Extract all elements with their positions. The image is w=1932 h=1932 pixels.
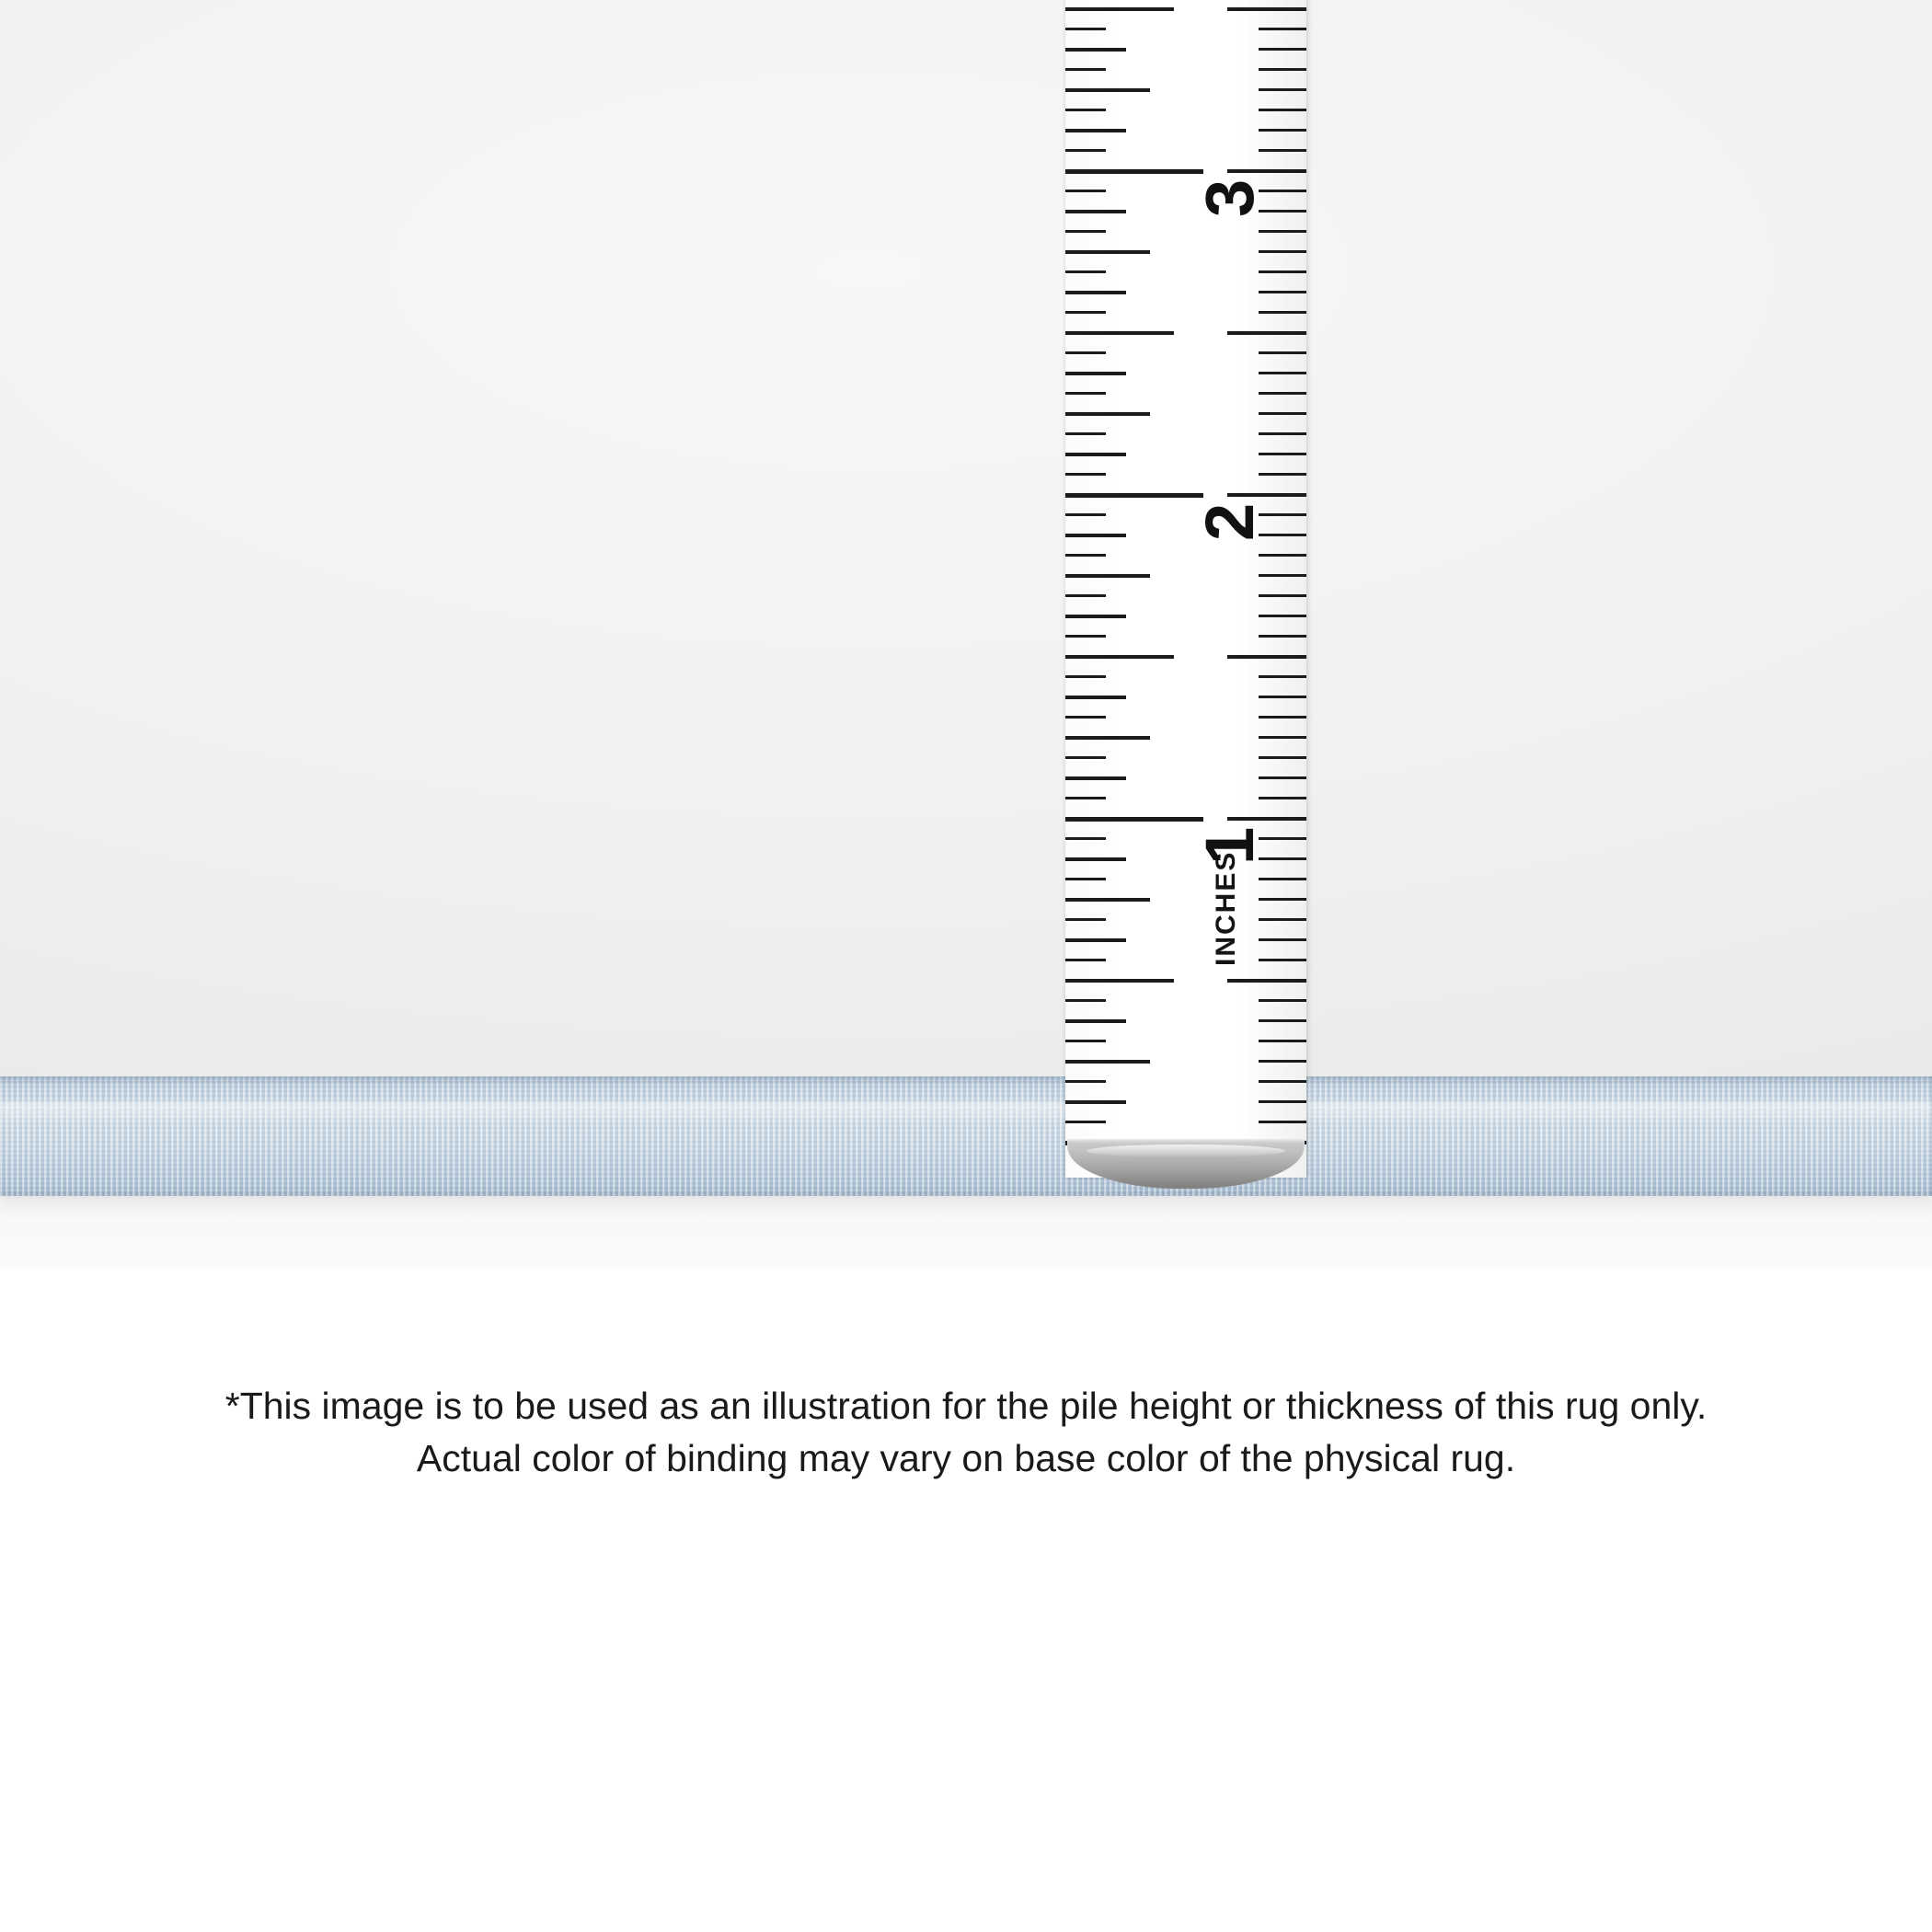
ruler-tick-right — [1259, 918, 1306, 921]
ruler-tick-right — [1259, 432, 1306, 435]
ruler-number-label: 2 — [1191, 503, 1268, 541]
ruler-tick — [1065, 716, 1106, 719]
ruler-tick — [1065, 1080, 1106, 1083]
ruler-tick-right — [1259, 109, 1306, 111]
ruler-tick-right — [1259, 1080, 1306, 1083]
ruler-tick-right — [1259, 959, 1306, 961]
ruler-tick-right — [1259, 250, 1306, 253]
ruler-tick — [1065, 129, 1126, 132]
ruler-tick — [1065, 635, 1106, 638]
ruler-tick-right — [1259, 797, 1306, 799]
ruler-tick — [1065, 169, 1203, 174]
ruler-tick — [1065, 918, 1106, 921]
ruler-tick — [1065, 776, 1126, 780]
ruler-tick-right — [1259, 696, 1306, 698]
caption-line-2: Actual color of binding may vary on base color of the physical rug. — [416, 1436, 1516, 1479]
ruler-tick-right — [1259, 473, 1306, 476]
ruler-tick — [1065, 291, 1126, 294]
ruler-tick — [1065, 534, 1126, 537]
ruler-tick — [1065, 878, 1106, 880]
rug-binding-highlight — [0, 1102, 1932, 1126]
ruler-tick-right — [1259, 392, 1306, 395]
ruler-tick — [1065, 857, 1126, 861]
ruler-tick-right — [1227, 331, 1306, 335]
ruler-tick-right — [1227, 169, 1306, 173]
ruler-tick — [1065, 837, 1106, 840]
ruler-tick-right — [1259, 1040, 1306, 1042]
ruler-tick — [1065, 88, 1150, 92]
ruler-tick — [1065, 210, 1126, 213]
ruler-tick — [1065, 351, 1106, 354]
ruler-tick-right — [1259, 230, 1306, 233]
ruler-tick — [1065, 453, 1126, 456]
ruler-tick-right — [1259, 938, 1306, 941]
ruler-tick — [1065, 979, 1174, 983]
ruler-tick — [1065, 1121, 1106, 1123]
ruler-tick — [1065, 68, 1106, 71]
ruler-tick — [1065, 270, 1106, 273]
ruler-tick — [1065, 230, 1106, 233]
ruler-number-label: 3 — [1191, 179, 1268, 217]
ruler-tick — [1065, 432, 1106, 435]
ruler-tick — [1065, 493, 1203, 498]
ruler-tick-right — [1259, 351, 1306, 354]
ruler-tick — [1065, 48, 1126, 52]
ruler-tick — [1065, 959, 1106, 961]
tape-measure-ruler — [1065, 0, 1306, 1178]
ruler-tick — [1065, 797, 1106, 799]
ruler-tick-right — [1227, 655, 1306, 659]
ruler-tick — [1065, 331, 1174, 335]
caption-line-1: *This image is to be used as an illustration for the pile height or thickness of this rug only. — [224, 1385, 1708, 1427]
ruler-number-label: 1 — [1191, 827, 1268, 865]
ruler-tick-right — [1259, 574, 1306, 577]
ruler-unit-label: INCHES — [1211, 850, 1241, 966]
ruler-tick-right — [1259, 999, 1306, 1002]
ruler-tick-right — [1259, 1019, 1306, 1022]
ruler-tick — [1065, 392, 1106, 395]
ruler-tick-right — [1227, 493, 1306, 497]
disclaimer-caption — [0, 1380, 1932, 1484]
ruler-tick — [1065, 1060, 1150, 1064]
ruler-tick-right — [1259, 554, 1306, 557]
ruler-tick-right — [1227, 7, 1306, 11]
ruler-tick — [1065, 898, 1150, 902]
ruler-tick — [1065, 655, 1174, 659]
ruler-tick-right — [1259, 68, 1306, 71]
ruler-tick-right — [1259, 716, 1306, 719]
ruler-tick — [1065, 1100, 1126, 1104]
ruler-tick-right — [1259, 311, 1306, 314]
ruler-tick-right — [1259, 291, 1306, 293]
ruler-tick-right — [1259, 270, 1306, 273]
ruler-tick — [1065, 554, 1106, 557]
ruler-tick-right — [1259, 372, 1306, 374]
ruler-tick — [1065, 574, 1150, 578]
ruler-tick-right — [1259, 756, 1306, 759]
ruler-tick — [1065, 190, 1106, 192]
ruler-tick-right — [1259, 453, 1306, 455]
ruler-tick-right — [1259, 1121, 1306, 1123]
ruler-tick-right — [1259, 1060, 1306, 1063]
ruler-tick-right — [1259, 1100, 1306, 1103]
ruler-tick-right — [1259, 878, 1306, 880]
ruler-tick-right — [1259, 675, 1306, 678]
ruler-tick-right — [1259, 149, 1306, 152]
ruler-tick — [1065, 1040, 1106, 1042]
ruler-tick — [1065, 109, 1106, 111]
ruler-tick — [1065, 696, 1126, 699]
ruler-tick-right — [1259, 736, 1306, 739]
ruler-tick — [1065, 938, 1126, 942]
ruler-tick-right — [1259, 129, 1306, 132]
ruler-tick — [1065, 736, 1150, 740]
ruler-tick-right — [1259, 48, 1306, 51]
ruler-tick — [1065, 149, 1106, 152]
ruler-tick — [1065, 7, 1174, 11]
ruler-tick — [1065, 513, 1106, 516]
ruler-tick-right — [1227, 979, 1306, 983]
ruler-tick — [1065, 817, 1203, 822]
ruler-tick-right — [1259, 594, 1306, 597]
ruler-tick-right — [1259, 28, 1306, 30]
ruler-tick — [1065, 594, 1106, 597]
ruler-tick — [1065, 28, 1106, 30]
ruler-tick — [1065, 412, 1150, 416]
ruler-tick-right — [1259, 615, 1306, 617]
ruler-tick — [1065, 473, 1106, 476]
ruler-tick-right — [1227, 817, 1306, 821]
ruler-tick — [1065, 675, 1106, 678]
ruler-tick — [1065, 250, 1150, 254]
ruler-tick-right — [1259, 898, 1306, 901]
rug-binding-edge — [0, 1076, 1932, 1196]
ruler-tick — [1065, 372, 1126, 375]
ruler-tick — [1065, 756, 1106, 759]
ruler-tick — [1065, 615, 1126, 618]
ruler-tick-right — [1259, 412, 1306, 415]
ruler-tick — [1065, 1019, 1126, 1023]
ruler-tick-right — [1259, 776, 1306, 779]
ruler-tick — [1065, 999, 1106, 1002]
ruler-tick-right — [1259, 88, 1306, 91]
ruler-tick — [1065, 311, 1106, 314]
ruler-tick-right — [1259, 635, 1306, 638]
